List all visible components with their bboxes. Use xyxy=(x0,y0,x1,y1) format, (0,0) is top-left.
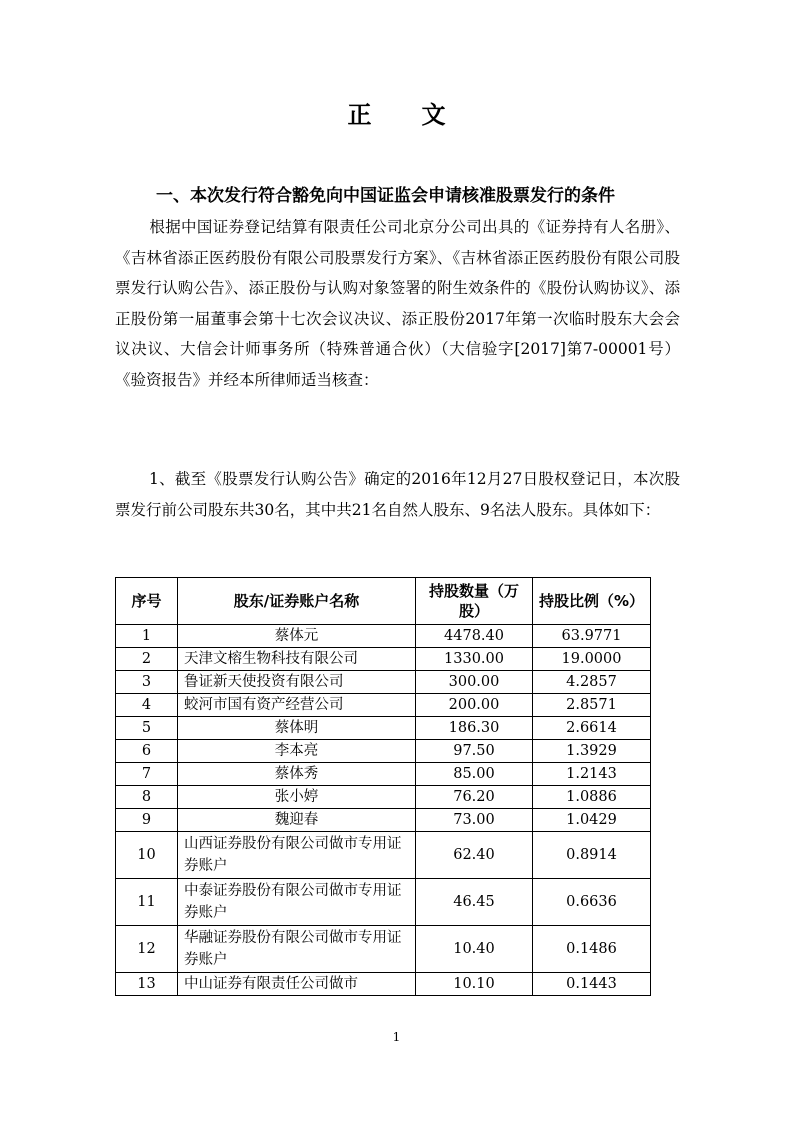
row-seq: 1 xyxy=(116,625,178,648)
paragraph-basis-text: 根据中国证券登记结算有限责任公司北京分公司出具的《证券持有人名册》、《吉林省添正医药股份有限公司股票发行方案》、《吉林省添正医药股份有限公司股票发行认购公告》、添正股份与认购对象签署的附生效条件的《股份认购协议》、添正股份第一届董事会第十七次会议决议、添正股份2017年第一次临时股东大会会议决议、大信会计师事务所（特殊普通合伙）（大信验字[2017]第7-00001号）《验资报告》并经本所律师适当核查： xyxy=(115,218,680,389)
page-number: 1 xyxy=(392,1030,401,1044)
row-ratio: 0.1486 xyxy=(533,926,651,973)
row-shares: 73.00 xyxy=(416,809,533,832)
row-seq: 10 xyxy=(116,832,178,879)
row-name: 蔡体明 xyxy=(178,717,416,740)
row-ratio: 0.6636 xyxy=(533,879,651,926)
row-name: 鲁证新天使投资有限公司 xyxy=(178,671,416,694)
row-name: 蛟河市国有资产经营公司 xyxy=(178,694,416,717)
row-seq: 12 xyxy=(116,926,178,973)
table-row xyxy=(116,694,651,717)
table-header-row xyxy=(116,578,651,625)
row-seq: 13 xyxy=(116,973,178,996)
row-ratio: 1.0886 xyxy=(533,786,651,809)
row-seq: 6 xyxy=(116,740,178,763)
row-name: 蔡体元 xyxy=(178,625,416,648)
table-row xyxy=(116,879,651,926)
paragraph-shareholders-text: 1、截至《股票发行认购公告》确定的2016年12月27日股权登记日，本次股票发行前公司股东共30名，其中共21名自然人股东、9名法人股东。具体如下： xyxy=(115,470,680,519)
row-ratio: 2.8571 xyxy=(533,694,651,717)
row-shares: 97.50 xyxy=(416,740,533,763)
row-shares: 1330.00 xyxy=(416,648,533,671)
row-seq: 7 xyxy=(116,763,178,786)
table-row xyxy=(116,763,651,786)
row-name: 蔡体秀 xyxy=(178,763,416,786)
table-row xyxy=(116,648,651,671)
table-row xyxy=(116,809,651,832)
row-shares: 200.00 xyxy=(416,694,533,717)
row-seq: 8 xyxy=(116,786,178,809)
row-shares: 62.40 xyxy=(416,832,533,879)
row-ratio: 63.9771 xyxy=(533,625,651,648)
row-ratio: 1.3929 xyxy=(533,740,651,763)
row-shares: 4478.40 xyxy=(416,625,533,648)
table-body xyxy=(116,625,651,996)
row-name: 魏迎春 xyxy=(178,809,416,832)
table-row xyxy=(116,740,651,763)
row-name: 华融证券股份有限公司做市专用证券账户 xyxy=(178,926,416,973)
section-heading: 一、本次发行符合豁免向中国证监会申请核准股票发行的条件 xyxy=(156,186,615,206)
row-name: 中山证券有限责任公司做市 xyxy=(178,973,416,996)
row-ratio: 0.1443 xyxy=(533,973,651,996)
table-row xyxy=(116,671,651,694)
row-seq: 3 xyxy=(116,671,178,694)
row-shares: 10.10 xyxy=(416,973,533,996)
row-ratio: 2.6614 xyxy=(533,717,651,740)
header-seq: 序号 xyxy=(116,578,178,625)
paragraph-basis xyxy=(115,212,680,395)
row-ratio: 4.2857 xyxy=(533,671,651,694)
header-ratio: 持股比例（%） xyxy=(533,578,651,625)
table-row xyxy=(116,625,651,648)
row-seq: 2 xyxy=(116,648,178,671)
row-shares: 300.00 xyxy=(416,671,533,694)
row-shares: 85.00 xyxy=(416,763,533,786)
row-seq: 5 xyxy=(116,717,178,740)
row-ratio: 1.2143 xyxy=(533,763,651,786)
row-seq: 4 xyxy=(116,694,178,717)
row-shares: 46.45 xyxy=(416,879,533,926)
table-row xyxy=(116,717,651,740)
row-seq: 11 xyxy=(116,879,178,926)
shareholder-table xyxy=(115,577,651,996)
header-shares: 持股数量（万股） xyxy=(416,578,533,625)
row-ratio: 0.8914 xyxy=(533,832,651,879)
row-name: 中泰证券股份有限公司做市专用证券账户 xyxy=(178,879,416,926)
row-shares: 10.40 xyxy=(416,926,533,973)
row-name: 天津文榕生物科技有限公司 xyxy=(178,648,416,671)
row-name: 李本亮 xyxy=(178,740,416,763)
row-shares: 186.30 xyxy=(416,717,533,740)
row-name: 山西证券股份有限公司做市专用证券账户 xyxy=(178,832,416,879)
header-name: 股东/证券账户名称 xyxy=(178,578,416,625)
table-row xyxy=(116,973,651,996)
table-row xyxy=(116,832,651,879)
paragraph-shareholders xyxy=(115,464,680,525)
row-name: 张小婷 xyxy=(178,786,416,809)
row-ratio: 1.0429 xyxy=(533,809,651,832)
row-seq: 9 xyxy=(116,809,178,832)
row-ratio: 19.0000 xyxy=(533,648,651,671)
page-title: 正文 xyxy=(347,101,496,129)
table-row xyxy=(116,786,651,809)
table-row xyxy=(116,926,651,973)
row-shares: 76.20 xyxy=(416,786,533,809)
